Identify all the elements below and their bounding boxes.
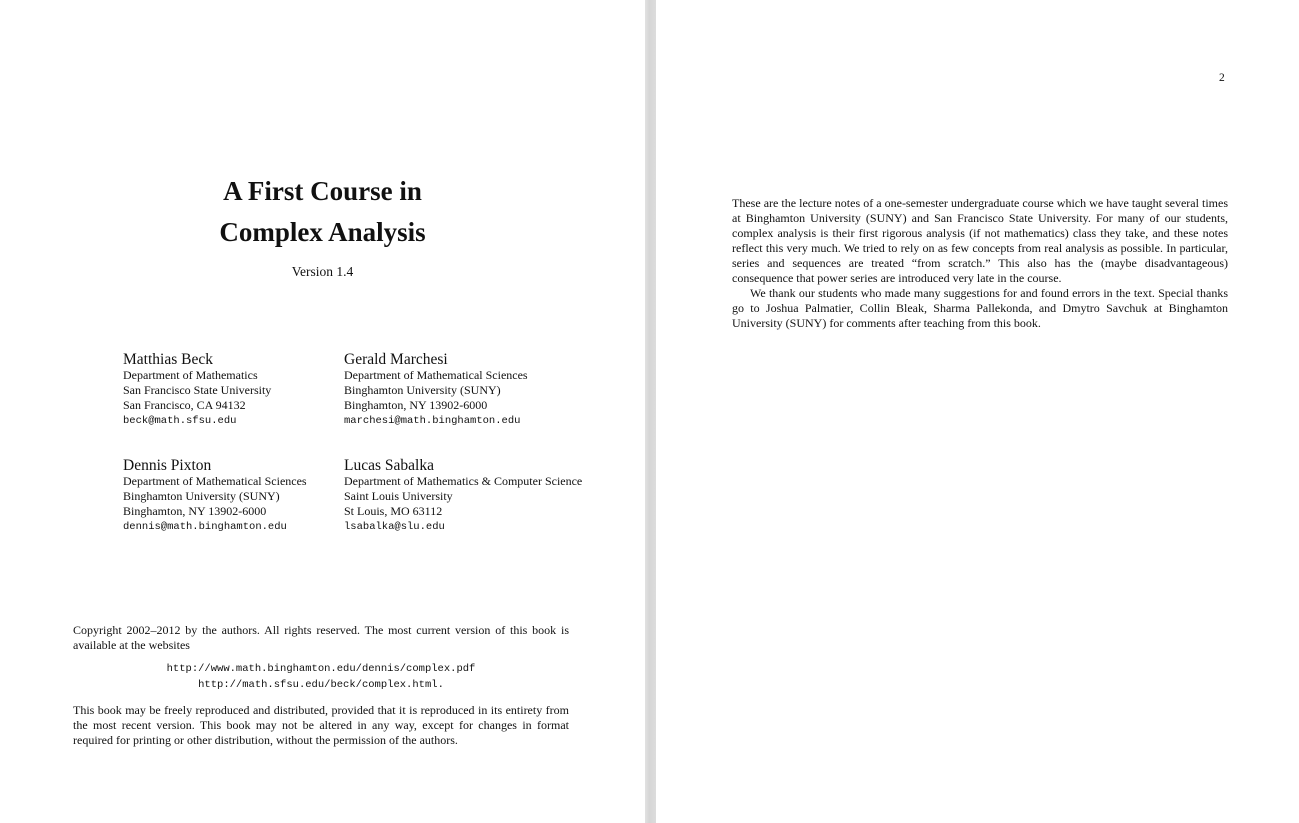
author-name: Dennis Pixton	[123, 457, 212, 474]
author-dept: Department of Mathematics & Computer Science	[344, 474, 583, 488]
author-university: San Francisco State University	[123, 383, 272, 397]
author-city: Binghamton, NY 13902-6000	[123, 504, 267, 518]
page-number: 2	[1219, 72, 1225, 84]
author-email[interactable]: beck@math.sfsu.edu	[123, 415, 237, 427]
author-block	[123, 351, 271, 429]
page-divider	[645, 0, 656, 823]
paragraph: These are the lecture notes of a one-semester undergraduate course which we have taught several times at Binghamton University (SUNY) and San Francisco State University. For many of our students, complex analysis is their first rigorous analysis (if not mathematics) class they take, and these notes reflect this very much. We tried to rely on as few concepts from real analysis as possible. In particular, series and sequences are treated “from scratch.” This also has the (maybe disadvantageous) consequence that power series are introduced very late in the course.	[732, 196, 1228, 285]
license-notice: This book may be freely reproduced and distributed, provided that it is reproduced in its entirety from the most recent version. This book may not be altered in any way, except for changes in format required for printing or other distribution, without the permission of the authors.	[73, 703, 569, 747]
paragraph: We thank our students who made many suggestions for and found errors in the text. Special thanks go to Joshua Palmatier, Collin Bleak, Sharma Pallekonda, and Dmytro Savchuk at Binghamton University (SUNY) for comments after teaching from this book.	[732, 286, 1228, 330]
author-dept: Department of Mathematical Sciences	[123, 474, 307, 488]
website-url[interactable]: http://math.sfsu.edu/beck/complex.html.	[198, 678, 444, 691]
author-name: Lucas Sabalka	[344, 457, 434, 474]
page-2	[656, 0, 1299, 823]
author-city: Binghamton, NY 13902-6000	[344, 398, 488, 412]
author-name: Gerald Marchesi	[344, 351, 448, 368]
website-list	[73, 662, 569, 693]
author-block	[344, 457, 582, 535]
copyright-notice: Copyright 2002–2012 by the authors. All rights reserved. The most current version of this book is available at the websites	[73, 623, 569, 652]
author-name: Matthias Beck	[123, 351, 213, 368]
author-dept: Department of Mathematical Sciences	[344, 368, 528, 382]
preface-text	[732, 196, 1228, 331]
page-1	[0, 0, 645, 823]
author-university: Saint Louis University	[344, 489, 453, 503]
title-line-2: Complex Analysis	[219, 217, 426, 247]
author-block	[344, 351, 528, 429]
author-email[interactable]: dennis@math.binghamton.edu	[123, 521, 287, 533]
author-email[interactable]: marchesi@math.binghamton.edu	[344, 415, 521, 427]
author-city: San Francisco, CA 94132	[123, 398, 246, 412]
author-university: Binghamton University (SUNY)	[344, 383, 501, 397]
author-dept: Department of Mathematics	[123, 368, 258, 382]
author-city: St Louis, MO 63112	[344, 504, 443, 518]
website-url[interactable]: http://www.math.binghamton.edu/dennis/complex.pdf	[166, 663, 476, 675]
title-line-1: A First Course in	[223, 176, 422, 206]
book-title	[0, 171, 645, 253]
author-block	[123, 457, 307, 535]
author-email[interactable]: lsabalka@slu.edu	[344, 521, 445, 533]
version: Version 1.4	[291, 264, 354, 279]
author-university: Binghamton University (SUNY)	[123, 489, 280, 503]
